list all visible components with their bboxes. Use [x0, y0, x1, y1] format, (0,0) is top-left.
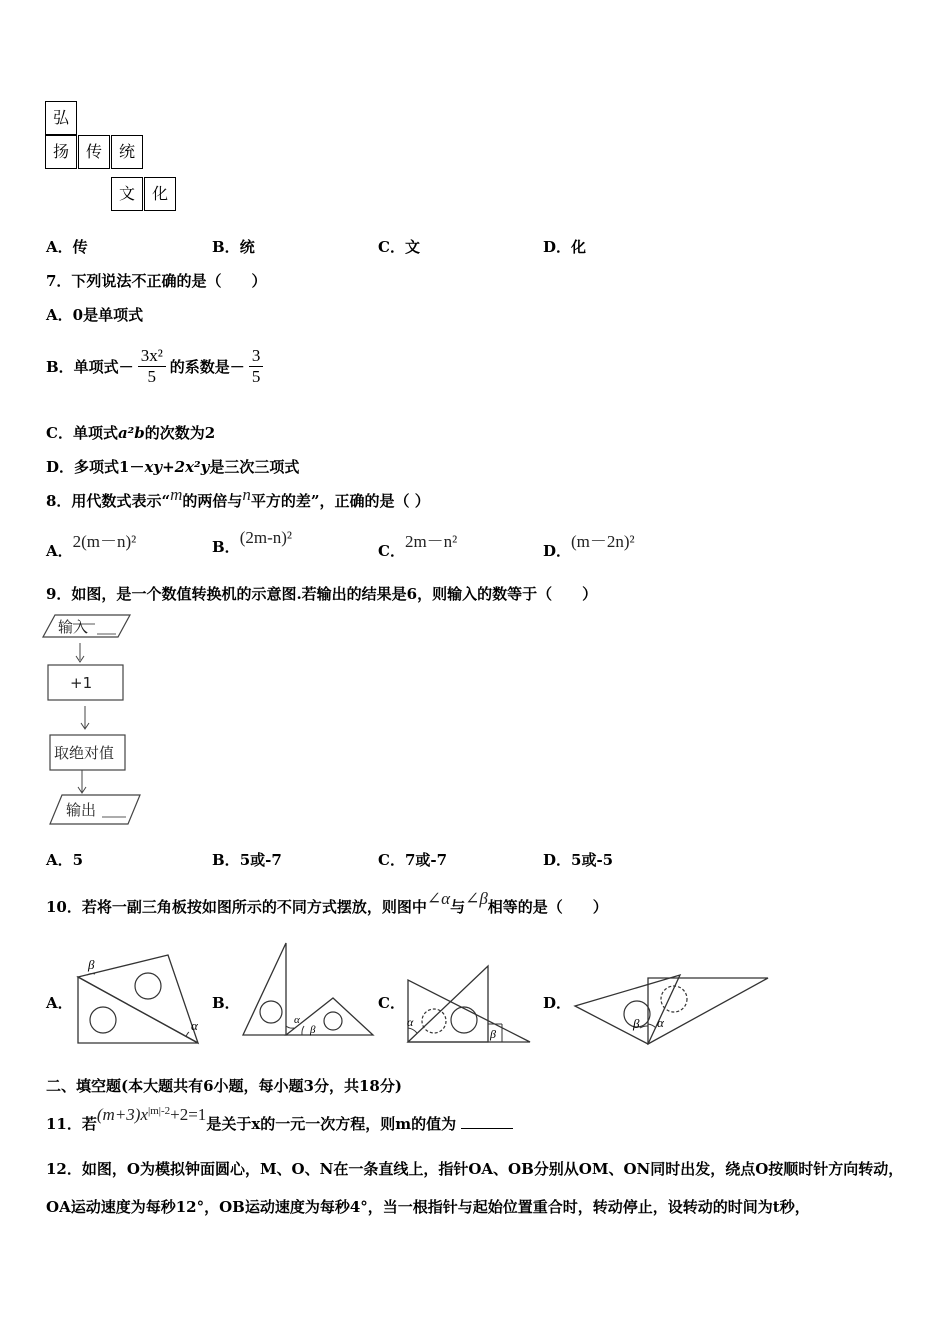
net-cell: 弘: [45, 101, 77, 135]
q12: [46, 1150, 926, 1226]
q6-option-a[interactable]: A．传: [46, 238, 88, 256]
alpha-label: α: [294, 1014, 300, 1026]
q9-option-d[interactable]: D．5或-5: [543, 851, 614, 869]
q10-figure-c[interactable]: [402, 962, 534, 1046]
q10-figure-a[interactable]: [70, 950, 205, 1048]
q9-stem: 9．如图，是一个数值转换机的示意图.若输出的结果是6，则输入的数等于（ ）: [46, 585, 598, 603]
q10-figure-b[interactable]: [238, 940, 378, 1040]
q7-option-d[interactable]: D．多项式1－xy+2x²y是三次三项式: [46, 458, 300, 476]
answer-blank[interactable]: [461, 1114, 513, 1129]
hole-circle: [90, 1007, 116, 1033]
q11: 11．若$(m+3)x^{|m|-2}+2=1$是关于x的一元一次方程，则m的值为: [46, 1104, 513, 1125]
hole-circle: [661, 986, 687, 1012]
flow-abs-label: 取绝对值: [54, 744, 115, 762]
alpha-label: α: [191, 1018, 198, 1033]
q6-option-c[interactable]: C．文: [378, 238, 420, 256]
net-cell: 传: [78, 135, 110, 169]
net-cell: 统: [111, 135, 143, 169]
alpha-label: α: [657, 1015, 664, 1030]
alpha-label: α: [407, 1015, 414, 1029]
hole-circle: [451, 1007, 477, 1033]
section-title: 二、填空题(本大题共有6小题，每小题3分，共18分): [46, 1077, 402, 1095]
flow-output-label: 输出: [66, 801, 97, 819]
beta-label: β: [490, 1027, 496, 1041]
q6-option-b[interactable]: B．统: [212, 238, 255, 256]
q8-stem: 8．用代数式表示“m的两倍与n平方的差”，正确的是（ ）: [46, 485, 430, 510]
q10-figure-d[interactable]: [570, 970, 775, 1050]
hole-circle: [260, 1001, 282, 1023]
q7-stem: 7．下列说法不正确的是（ ）: [46, 272, 267, 290]
hole-circle: [324, 1012, 342, 1030]
hole-circle: [422, 1009, 446, 1033]
q12-line-1: 12．如图，O为模拟钟面圆心，M、O、N在一条直线上，指针OA、OB分别从OM、ON同时出发，绕点O按顺时针方向转动，: [46, 1160, 904, 1178]
fraction: $\frac{3}{5}$: [249, 346, 264, 387]
net-cell: 文: [111, 177, 143, 211]
q8-option-b[interactable]: B．(2m-n)²: [212, 528, 292, 556]
q10-option-c-label[interactable]: C．: [378, 994, 405, 1012]
q7-option-b[interactable]: B．单项式－ $\frac{\text{3x²}}{5}$ 的系数是－ $\frac{3}{5}$: [46, 340, 267, 392]
beta-label: β: [88, 957, 95, 972]
q12-line-2: OA运动速度为每秒12°，OB运动速度为每秒4°，当一根指针与起始位置重合时，转动停止，设转动的时间为t秒，: [46, 1198, 810, 1216]
q6-option-d[interactable]: D．化: [543, 238, 587, 256]
q10-option-d-label[interactable]: D．: [543, 994, 572, 1012]
q9-flowchart: [40, 610, 150, 830]
flow-input-label: 输入: [58, 618, 89, 636]
q10-option-a-label[interactable]: A．: [46, 994, 73, 1012]
q8-option-c[interactable]: C．2m－n²: [378, 532, 458, 560]
q9-option-a[interactable]: A．5: [46, 851, 84, 869]
q10-stem: 10．若将一副三角板按如图所示的不同方式摆放，则图中∠α与∠β相等的是（ ）: [46, 889, 608, 916]
net-cell: 扬: [45, 135, 77, 169]
fraction: $\frac{\text{3x²}}{5}$: [138, 346, 166, 387]
q9-option-c[interactable]: C．7或-7: [378, 851, 448, 869]
beta-label: β: [633, 1016, 640, 1031]
q7-option-a[interactable]: A．0是单项式: [46, 306, 144, 324]
q9-option-b[interactable]: B．5或-7: [212, 851, 282, 869]
net-cell: 化: [144, 177, 176, 211]
beta-label: β: [310, 1024, 316, 1036]
q7-option-c[interactable]: C．单项式a²b的次数为2: [46, 424, 216, 442]
hole-circle: [135, 973, 161, 999]
flow-op-label: +1: [70, 674, 93, 692]
q8-option-a[interactable]: A．2(m－n)²: [46, 532, 137, 560]
q10-option-b-label[interactable]: B．: [212, 994, 240, 1012]
q8-option-d[interactable]: D．(m－2n)²: [543, 532, 635, 560]
